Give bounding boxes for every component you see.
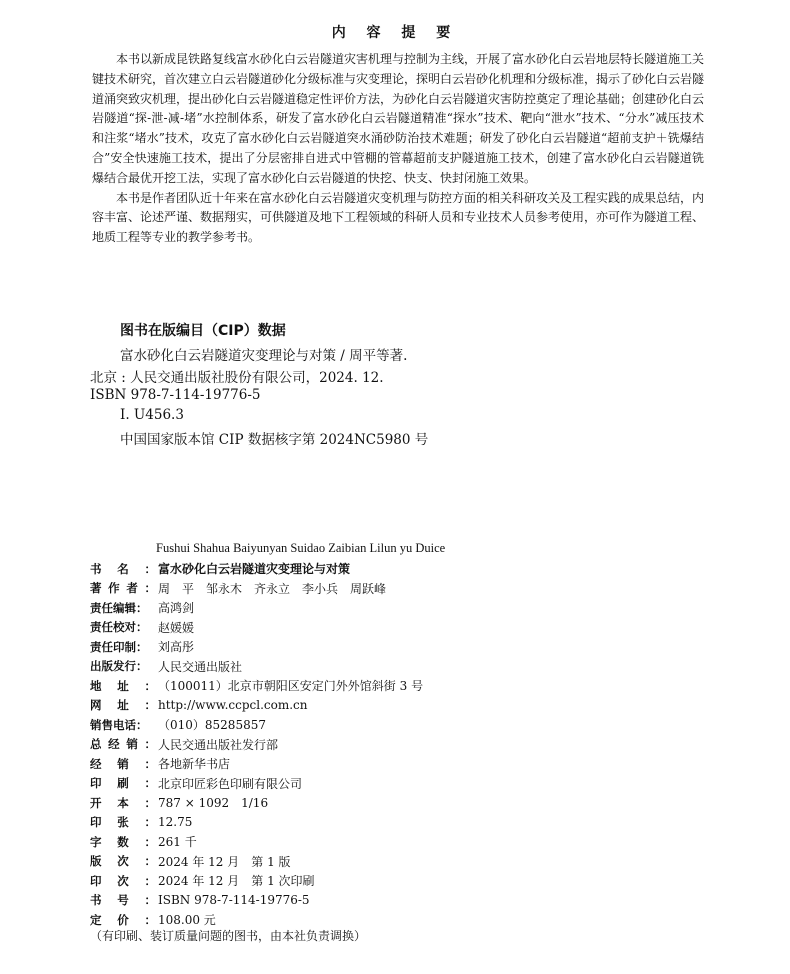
colophon-row: [90, 852, 630, 872]
summary-title: 内 容 提 要: [331, 25, 459, 41]
summary-paragraph-2: 本书是作者团队近十年来在富水砂化白云岩隧道灾变机理与防控方面的相关科研攻关及工程实践的成果总结，内容丰富、论述严谨、数据翔实，可供隧道及地下工程领域的科研人员和专业技术人员参考使用，亦可作为隧道工程、地质工程等专业的教学参考书。: [92, 190, 705, 245]
colophon-value: 周 平 邹永木 齐永立 李小兵 周跃峰: [158, 581, 387, 596]
colophon-value: 刘高彤: [158, 640, 195, 655]
colophon-row: [90, 793, 630, 813]
cip-publisher-line: 北京 : 人民交通出版社股份有限公司，2024. 12.: [90, 370, 384, 386]
colophon-row: [90, 657, 630, 677]
cip-heading: 图书在版编目（CIP）数据: [120, 323, 286, 339]
colophon-label: 开 本 ：: [90, 795, 156, 810]
colophon-row: [90, 891, 630, 911]
colophon-label: 责 任 编 辑 ：: [90, 600, 148, 615]
colophon-value: 12.75: [158, 815, 193, 830]
colophon-row: [90, 559, 630, 579]
summary-text: [92, 50, 704, 248]
cip-class-line: Ⅰ. U456.3: [120, 407, 184, 423]
colophon-label: 著 作 者 ：: [90, 581, 156, 596]
cip-record-line: 中国国家版本馆 CIP 数据核字第 2024NC5980 号: [120, 432, 429, 448]
summary-paragraph-1: 本书以新成昆铁路复线富水砂化白云岩隧道灾害机理与控制为主线，开展了富水砂化白云岩地层特长隧道施工关键技术研究，首次建立白云岩隧道砂化分级标准与灾变理论，探明白云岩砂化机理和分级标准，揭示了砂化白云岩隧道涌突致灾机理，提出砂化白云岩隧道稳定性评价方法，为砂化白云岩隧道灾害防控奠定了理论基础；创建砂化白云岩隧道“探-泄-减-堵”水控制体系，研发了富水砂化白云岩隧道精准“探水”技术、靶向“泄水”技术、“分水”减压技术和注浆“堵水”技术，攻克了富水砂化白云岩隧道突水涌砂防治技术难题；研发了砂化白云岩隧道“超前支护＋铣爆结合”安全快速施工技术，提出了分层密排自进式中管棚的管幕超前支护隧道施工技术，创建了富水砂化白云岩隧道铣爆结合最优开挖工法，实现了富水砂化白云岩隧道的快挖、快支、快封闭施工效果。: [92, 52, 705, 185]
colophon-label: 印 张 ：: [90, 815, 156, 830]
colophon-row: [90, 813, 630, 833]
colophon-row: [90, 598, 630, 618]
colophon-label: 销 售 电 话 ：: [90, 717, 148, 732]
colophon-row: [90, 774, 630, 794]
colophon-value: 人民交通出版社发行部: [158, 737, 279, 752]
colophon-label: 字 数 ：: [90, 834, 156, 849]
colophon-value: （100011）北京市朝阳区安定门外外馆斜街 3 号: [158, 679, 424, 694]
colophon-row: [90, 579, 630, 599]
colophon-value: 各地新华书店: [158, 757, 231, 772]
colophon-value: 人民交通出版社: [158, 659, 243, 674]
colophon-label: 责 任 印 制 ：: [90, 639, 148, 654]
pinyin-title: Fushui Shahua Baiyunyan Suidao Zaibian Lilun yu Duice: [156, 541, 446, 555]
colophon-value: 高鸿剑: [158, 601, 195, 616]
colophon-row: [90, 618, 630, 638]
colophon-label: 定 价 ：: [90, 912, 156, 927]
colophon-label: 印 次 ：: [90, 873, 156, 888]
colophon-row: [90, 735, 630, 755]
colophon-row: [90, 832, 630, 852]
cip-title-line: 富水砂化白云岩隧道灾变理论与对策 / 周平等著.: [120, 348, 408, 364]
colophon-row: [90, 696, 630, 716]
colophon-label: 责 任 校 对 ：: [90, 620, 148, 635]
colophon-row: [90, 715, 630, 735]
colophon-label: 地 址 ：: [90, 678, 156, 693]
colophon-row: [90, 637, 630, 657]
colophon-label: 出 版 发 行 ：: [90, 659, 148, 674]
colophon-label: 总 经 销 ：: [90, 737, 156, 752]
colophon-label: 书 名 ：: [90, 561, 156, 576]
cip-isbn-line: ISBN 978-7-114-19776-5: [90, 387, 261, 403]
colophon-label: 版 次 ：: [90, 854, 156, 869]
colophon-label: 印 刷 ：: [90, 776, 156, 791]
colophon-value: （010）85285857: [158, 718, 266, 733]
colophon-value: 北京印匠彩色印刷有限公司: [158, 776, 303, 791]
colophon-value: 787 × 1092 1/16: [158, 796, 269, 811]
colophon-value: http://www.ccpcl.com.cn: [158, 698, 308, 713]
colophon-table: [90, 559, 630, 930]
colophon-row: [90, 676, 630, 696]
colophon-label: 书 号 ：: [90, 893, 156, 908]
colophon-value: 赵媛媛: [158, 620, 195, 635]
colophon-value: 108.00 元: [158, 913, 216, 928]
colophon-row: [90, 754, 630, 774]
colophon-label: 网 址 ：: [90, 698, 156, 713]
colophon-row: [90, 871, 630, 891]
colophon-value: ISBN 978-7-114-19776-5: [158, 893, 310, 908]
colophon-value: 2024 年 12 月 第 1 次印刷: [158, 874, 315, 889]
colophon-label: 经 销 ：: [90, 756, 156, 771]
colophon-value: 2024 年 12 月 第 1 版: [158, 854, 291, 869]
colophon-value: 261 千: [158, 835, 197, 850]
colophon-value: 富水砂化白云岩隧道灾变理论与对策: [158, 562, 351, 577]
quality-footnote: （有印刷、装订质量问题的图书，由本社负责调换）: [90, 929, 367, 943]
